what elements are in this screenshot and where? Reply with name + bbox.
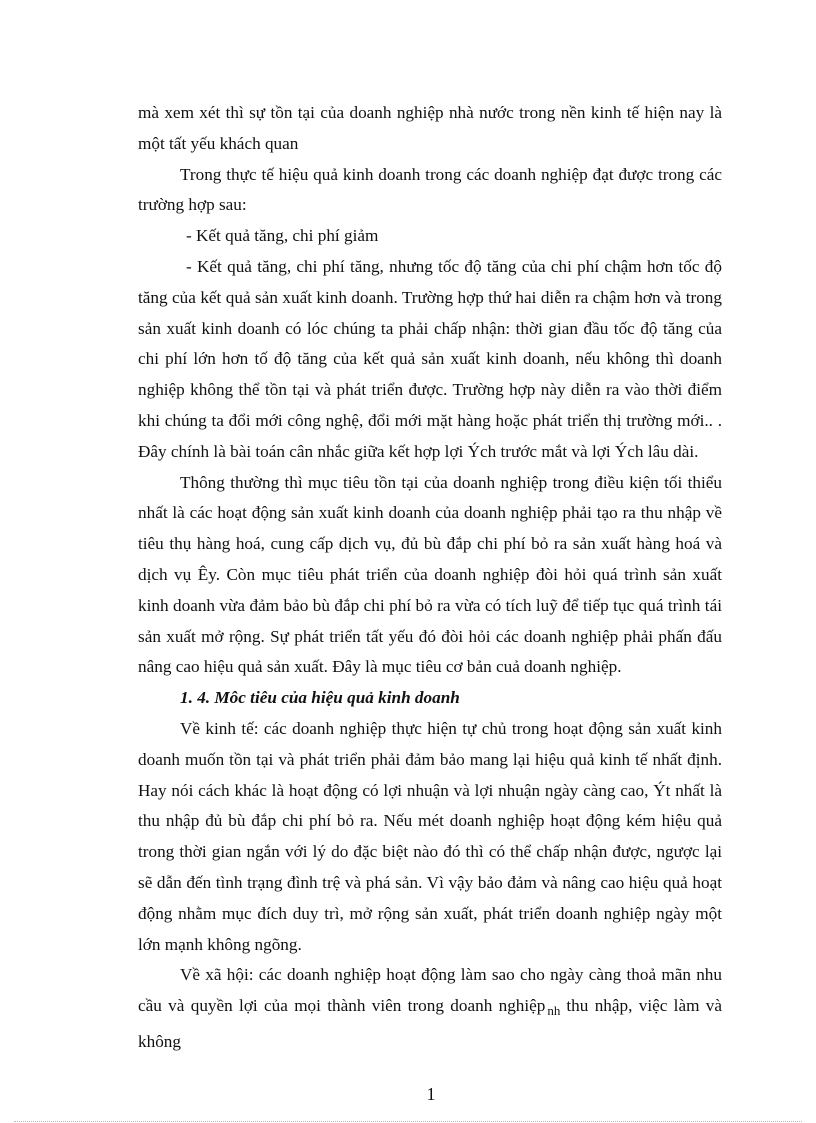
subscript-fragment: nh — [547, 1003, 561, 1019]
body-text — [138, 98, 722, 1058]
section-heading: 1. 4. Môc tiêu của hiệu quả kinh doanh — [180, 688, 460, 708]
page-break-divider — [14, 1121, 802, 1122]
paragraph-1: mà xem xét thì sự tồn tại của doanh nghiệp nhà nước trong nền kinh tế hiện nay là một tất yếu khách quan — [138, 103, 722, 153]
paragraph-3: Thông thường thì mục tiêu tồn tại của doanh nghiệp trong điều kiện tối thiểu nhất là các hoạt động sản xuất kinh doanh của doanh nghiệp phải tạo ra thu nhập về tiêu thụ hàng hoá, cung cấp dịch vụ, đủ bù đắp chi phí bỏ ra sản xuất hàng hoá và dịch vụ Êy. Còn mục tiêu phát triển của doanh nghiệp đòi hỏi quá trình sản xuất kinh doanh vừa đảm bảo bù đắp chi phí bỏ ra vừa có tích luỹ để tiếp tục quá trình tái sản xuất mở rộng. Sự phát triển tất yếu đó đòi hỏi các doanh nghiệp phải phấn đấu nâng cao hiệu quả sản xuất. Đây là mục tiêu cơ bản cuả doanh nghiệp. — [138, 472, 722, 677]
paragraph-5-text: Về xã hội: các doanh nghiệp hoạt động làm sao cho ngày càng thoả mãn nhu cầu và quyền lợi của mọi thành viên trong doanh nghiệp — [138, 965, 722, 1016]
bullet-item-2: - Kết quả tăng, chi phí tăng, nhưng tốc độ tăng của chi phí chậm hơn tốc độ tăng của kết quả sản xuất kinh doanh. Trường hợp thứ hai diễn ra chậm hơn và trong sản xuất kinh doanh có lóc chúng ta phải chấp nhận: thời gian đầu tốc độ tăng của chi phí lớn hơn tố độ tăng của kết quả sản xuất kinh doanh, nếu không thì doanh nghiệp không thể tồn tại và phát triển được. Trường hợp này diễn ra vào thời điểm khi chúng ta đổi mới công nghệ, đổi mới mặt hàng hoặc phát triển thị trường mới.. . Đây chính là bài toán cân nhắc giữa kết hợp lợi Ých trước mắt và lợi Ých lâu dài. — [138, 256, 722, 461]
paragraph-5 — [138, 960, 722, 1057]
paragraph-4: Về kinh tế: các doanh nghiệp thực hiện tự chủ trong hoạt động sản xuất kinh doanh muốn tồn tại và phát triển phải đảm bảo mang lại hiệu quả kinh tế nhất định. Hay nói cách khác là hoạt động có lợi nhuận và lợi nhuận ngày càng cao, Ýt nhất là thu nhập đủ bù đắp chi phí bỏ ra. Nếu mét doanh nghiệp hoạt động kém hiệu quả trong thời gian ngắn với lý do đặc biệt nào đó thì có thể chấp nhận được, ngược lại sẽ dẫn đến tình trạng đình trệ và phá sản. Vì vậy bảo đảm và nâng cao hiệu quả hoạt động nhằm mục đích duy trì, mở rộng sản xuất, phát triển doanh nghiệp ngày một lớn mạnh không ngõng. — [138, 718, 722, 954]
page-number: 1 — [426, 1084, 436, 1104]
paragraph-2: Trong thực tế hiệu quả kinh doanh trong các doanh nghiệp đạt được trong các trường hợp sau: — [138, 164, 722, 215]
bullet-item-1: - Kết quả tăng, chi phí giảm — [186, 226, 379, 246]
trailing-fragment: thu nhập, việc làm và không — [138, 996, 722, 1051]
